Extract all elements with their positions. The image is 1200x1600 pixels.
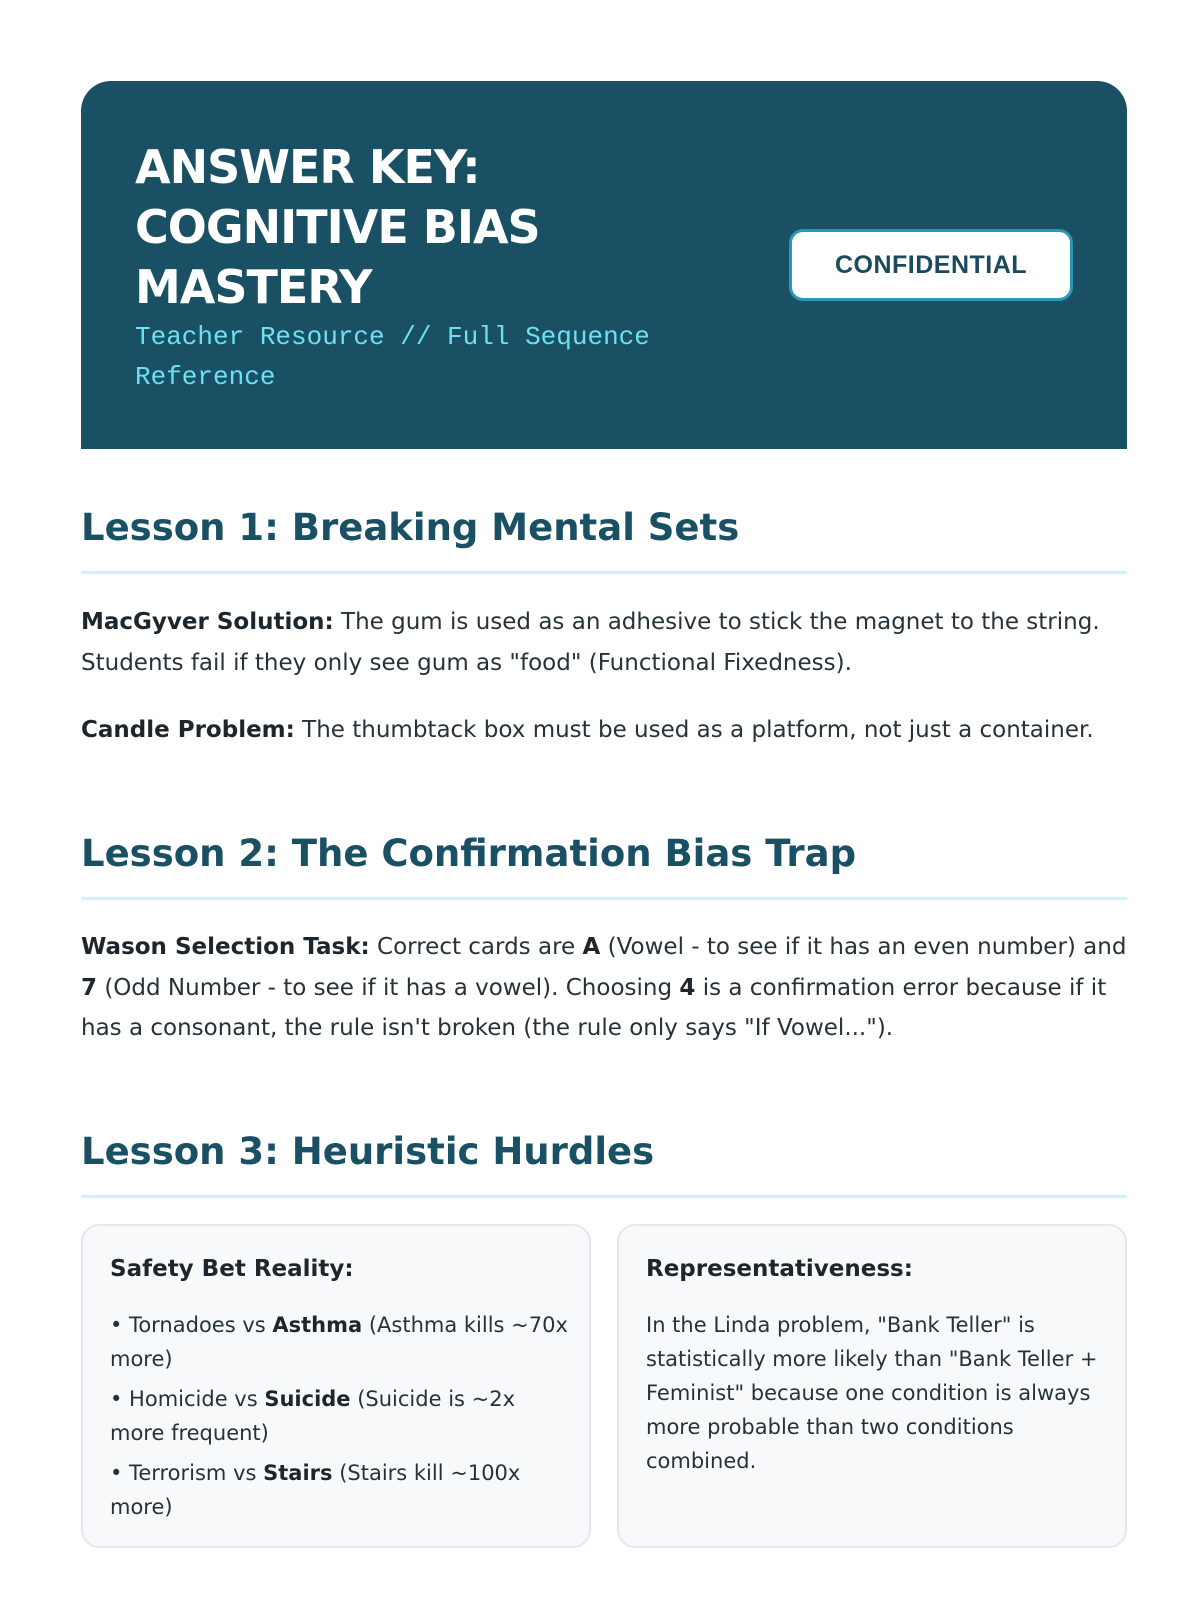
wason-text-3: (Odd Number - to see if it has a vowel). Choosing [97, 974, 680, 1001]
lesson-3-heading: Lesson 3: Heuristic Hurdles [81, 1130, 655, 1173]
lesson-1-divider [81, 571, 1127, 574]
title-line-3: MASTERY [135, 260, 372, 314]
macgyver-solution-paragraph [81, 602, 1127, 683]
item-suffix: (Suicide is ~2x more frequent) [110, 1387, 516, 1445]
header-banner [81, 81, 1127, 449]
item-bold: Stairs [263, 1461, 333, 1485]
item-bold: Suicide [264, 1387, 351, 1411]
representativeness-card [617, 1224, 1127, 1548]
macgyver-solution-text: The gum is used as an adhesive to stick the magnet to the string. Students fail if they only see gum as "food" (Functional Fixedness). [81, 609, 1100, 676]
item-suffix: (Stairs kill ~100x more) [110, 1461, 521, 1519]
wason-card-7: 7 [81, 974, 98, 1001]
safety-bet-title: Safety Bet Reality: [110, 1256, 354, 1282]
wason-card-4: 4 [679, 974, 696, 1001]
title-line-2: COGNITIVE BIAS [135, 200, 540, 254]
title-line-1: ANSWER KEY: [135, 140, 480, 194]
item-prefix: • Terrorism vs [110, 1461, 264, 1485]
wason-text-4: is a confirmation error because if it has a consonant, the rule isn't broken (the rule only says "If Vowel..."). [81, 974, 1107, 1041]
lesson-2-heading: Lesson 2: The Confirmation Bias Trap [81, 832, 857, 875]
lesson-3-divider [81, 1195, 1127, 1198]
item-prefix: • Tornadoes vs [110, 1313, 273, 1337]
lesson-2-divider [81, 897, 1127, 900]
page-title [135, 137, 735, 317]
item-suffix: (Asthma kills ~70x more) [110, 1313, 568, 1371]
wason-text-2: (Vowel - to see if it has an even number) and [600, 934, 1127, 960]
list-item [110, 1382, 570, 1450]
wason-card-a: A [582, 934, 601, 960]
safety-bet-list [110, 1308, 570, 1530]
lesson-1-heading: Lesson 1: Breaking Mental Sets [81, 506, 740, 549]
item-prefix: • Homicide vs [110, 1387, 265, 1411]
wason-selection-label: Wason Selection Task: [81, 934, 370, 960]
list-item [110, 1308, 570, 1376]
safety-bet-card [81, 1224, 591, 1548]
item-bold: Asthma [272, 1313, 363, 1337]
representativeness-title: Representativeness: [646, 1256, 913, 1282]
candle-problem-paragraph [81, 710, 1127, 751]
list-item [110, 1456, 570, 1524]
candle-problem-text: The thumbtack box must be used as a platform, not just a container. [294, 717, 1094, 743]
representativeness-text: In the Linda problem, "Bank Teller" is statistically more likely than "Bank Teller + Feminist" because one condition is always more probable than two conditions combined. [646, 1313, 1098, 1473]
confidential-badge: CONFIDENTIAL [789, 229, 1073, 301]
candle-problem-label: Candle Problem: [81, 717, 295, 743]
wason-selection-paragraph [81, 927, 1127, 1049]
wason-text-1: Correct cards are [369, 934, 583, 960]
page-subtitle: Teacher Resource // Full Sequence Reference [135, 322, 650, 392]
macgyver-solution-label: MacGyver Solution: [81, 609, 334, 635]
